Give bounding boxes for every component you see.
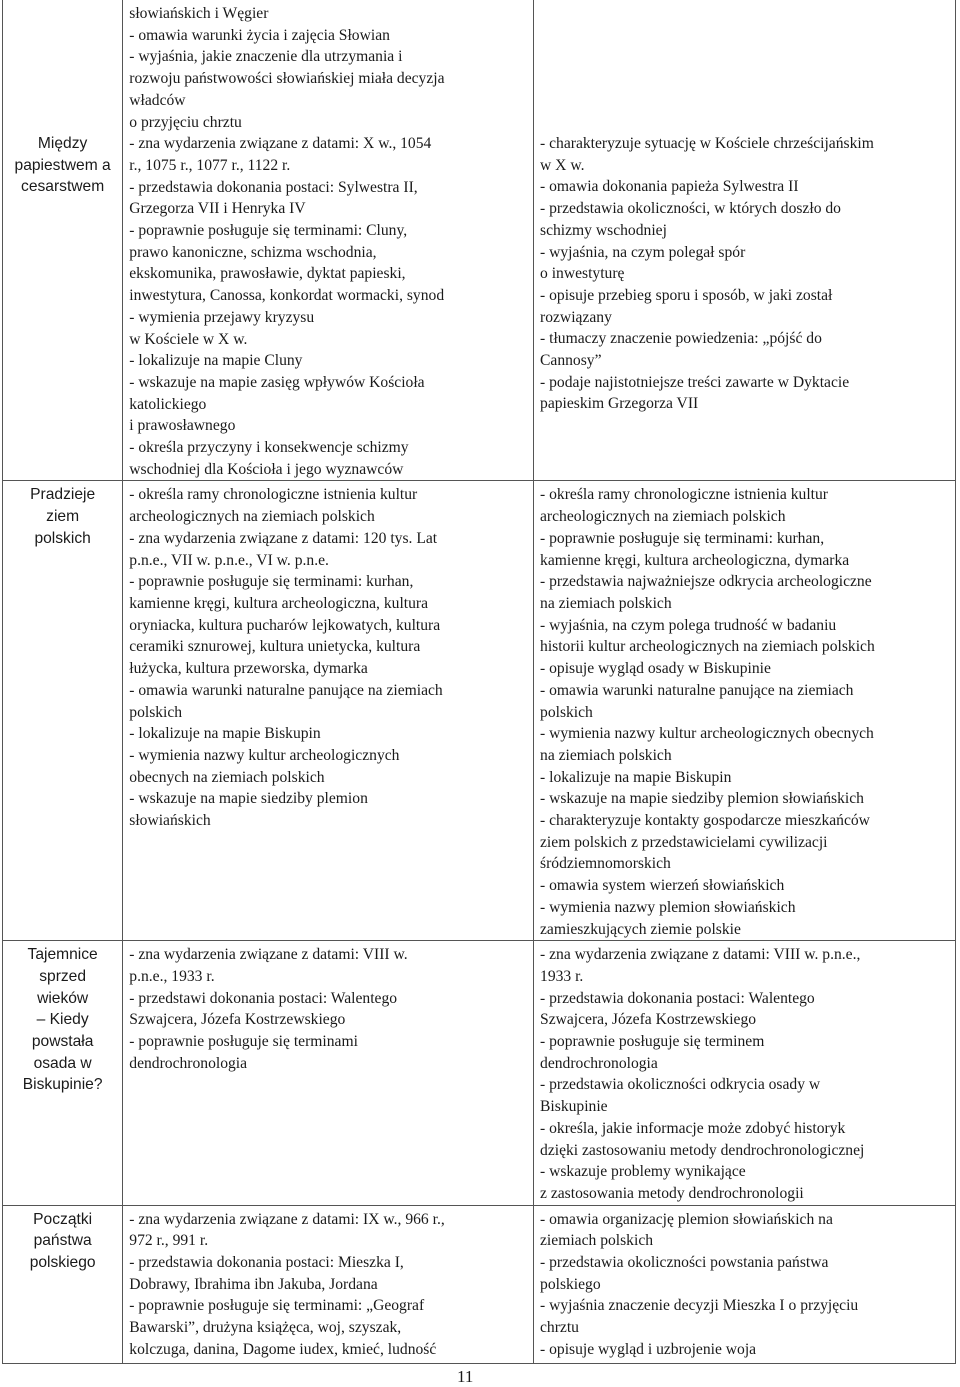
text-line: na ziemiach polskich <box>540 594 672 612</box>
requirements-basic-text <box>123 941 533 1074</box>
text-line: ziem <box>46 508 80 526</box>
requirements-extended-text <box>534 0 955 415</box>
text-line: Dobrawy, Ibrahima ibn Jakuba, Jordana <box>129 1275 378 1293</box>
text-line: cesarstwem <box>21 178 105 196</box>
text-line: ziem polskich z przedstawicielami cywilizacji <box>540 833 828 851</box>
topic-cell <box>3 1205 123 1363</box>
text-line: o inwestyturę <box>540 265 625 283</box>
text-line: słowiańskich i Węgier <box>129 5 269 22</box>
text-line: papiestwem a <box>14 156 111 174</box>
text-line: polskiego <box>29 1254 96 1272</box>
requirements-extended-cell <box>534 1205 956 1363</box>
text-line: Szwajcera, Józefa Kostrzewskiego <box>540 1011 757 1029</box>
text-line: - poprawnie posługuje się terminami: Cluny, <box>129 222 408 240</box>
text-line: - poprawnie posługuje się terminami: kurhan, <box>129 573 414 591</box>
text-line: Początki <box>33 1210 93 1228</box>
text-line: - zna wydarzenia związane z datami: VIII w. <box>129 946 408 964</box>
table-row <box>3 481 956 941</box>
text-line: Grzegorza VII i Henryka IV <box>129 200 306 218</box>
requirements-basic-text <box>123 481 533 831</box>
text-line: p.n.e., VII w. p.n.e., VI w. p.n.e. <box>129 551 329 569</box>
requirements-extended-cell <box>534 941 956 1205</box>
requirements-basic-cell <box>123 0 534 481</box>
text-line: - zna wydarzenia związane z datami: X w., 1054 <box>129 135 432 153</box>
requirements-extended-text <box>534 481 955 940</box>
text-line: o przyjęciu chrztu <box>129 113 242 131</box>
text-line: - omawia organizację plemion słowiańskich na <box>540 1210 833 1228</box>
requirements-basic-text <box>123 0 533 480</box>
text-line: prawo kanoniczne, schizma wschodnia, <box>129 243 377 261</box>
text-line: wieków <box>37 989 89 1007</box>
topic-text <box>3 1206 122 1274</box>
topic-text <box>3 481 122 549</box>
requirements-extended-cell <box>534 481 956 941</box>
text-line: dzięki zastosowaniu metody dendrochronologicznej <box>540 1141 865 1159</box>
text-line: - wymienia nazwy kultur archeologicznych <box>129 746 400 764</box>
text-line: papieskim Grzegorza VII <box>540 395 699 413</box>
text-line: - opisuje przebieg sporu i sposób, w jaki został <box>540 286 833 304</box>
text-line: - poprawnie posługuje się terminami: kurhan, <box>540 529 825 547</box>
text-line: - wymienia nazwy plemion słowiańskich <box>540 898 796 916</box>
text-line: - określa ramy chronologiczne istnienia kultur <box>129 486 418 504</box>
text-line: - zna wydarzenia związane z datami: VIII w. p.n.e., <box>540 946 861 964</box>
text-line: r., 1075 r., 1077 r., 1122 r. <box>129 156 291 174</box>
text-line: w Kościele w X w. <box>129 330 248 348</box>
text-line: - wyjaśnia, na czym polegał spór <box>540 243 746 261</box>
text-line: p.n.e., 1933 r. <box>129 967 215 985</box>
text-line: - określa, jakie informacje może zdobyć historyk <box>540 1119 846 1137</box>
text-line: - lokalizuje na mapie Biskupin <box>540 768 732 786</box>
text-line: - wymienia nazwy kultur archeologicznych obecnych <box>540 725 874 743</box>
text-line: sprzed <box>39 967 87 985</box>
text-line: - określa przyczyny i konsekwencje schizmy <box>129 439 409 457</box>
text-line: Biskupinie <box>540 1098 608 1116</box>
text-line: - omawia system wierzeń słowiańskich <box>540 877 785 895</box>
text-line: śródziemnomorskich <box>540 855 671 873</box>
text-line: - charakteryzuje kontakty gospodarcze mieszkańców <box>540 812 870 830</box>
text-line: z zastosowania metody dendrochronologii <box>540 1184 804 1202</box>
text-line: - wskazuje na mapie zasięg wpływów Kościoła <box>129 373 425 391</box>
text-line: łużycka, kultura przeworska, dymarka <box>129 660 368 678</box>
requirements-basic-cell <box>123 481 534 941</box>
text-line: ceramiki sznurowej, kultura unietycka, kultura <box>129 638 421 656</box>
requirements-extended-text <box>534 941 955 1204</box>
text-line: - lokalizuje na mapie Cluny <box>129 352 303 370</box>
text-line: - przedstawia dokonania postaci: Walentego <box>540 989 815 1007</box>
text-line: - przedstawia dokonania postaci: Mieszka I, <box>129 1254 404 1272</box>
requirements-basic-cell <box>123 941 534 1205</box>
text-line: kamienne kręgi, kultura archeologiczna, dymarka <box>540 551 850 569</box>
text-line: dendrochronologia <box>129 1054 248 1072</box>
requirements-basic-text <box>123 1206 533 1361</box>
text-line: państwa <box>33 1232 92 1250</box>
text-line: - opisuje wygląd i uzbrojenie woja <box>540 1340 757 1358</box>
text-line: Tajemnice <box>27 946 98 964</box>
text-line: - przedstawia okoliczności powstania państwa <box>540 1254 829 1272</box>
text-line: na ziemiach polskich <box>540 746 672 764</box>
text-line: schizmy wschodniej <box>540 221 667 239</box>
table-row <box>3 0 956 481</box>
requirements-extended-cell <box>534 0 956 481</box>
text-line: 1933 r. <box>540 967 584 985</box>
text-line: wschodniej dla Kościoła i jego wyznawców <box>129 460 404 478</box>
text-line: - poprawnie posługuje się terminami: „Geograf <box>129 1297 425 1315</box>
text-line: Pradzieje <box>30 486 96 504</box>
text-line: - lokalizuje na mapie Biskupin <box>129 725 321 743</box>
text-line: – Kiedy <box>36 1011 89 1029</box>
curriculum-table <box>2 0 956 1364</box>
page-number: 11 <box>457 1367 474 1386</box>
text-line: osada w <box>33 1054 92 1072</box>
text-line: ekskomunika, prawosławie, dyktat papieski, <box>129 265 406 283</box>
text-line: słowiańskich <box>129 812 211 830</box>
text-line: Cannosy” <box>540 352 602 370</box>
text-line: - zna wydarzenia związane z datami: IX w., 966 r., <box>129 1210 445 1228</box>
text-line: - wyjaśnia znaczenie decyzji Mieszka I o przyjęciu <box>540 1297 859 1315</box>
topic-cell <box>3 0 123 481</box>
table-row <box>3 941 956 1205</box>
text-line: - wskazuje problemy wynikające <box>540 1163 746 1181</box>
text-line: Między <box>37 135 88 152</box>
text-line: - przedstawia okoliczności, w których doszło do <box>540 200 841 218</box>
text-line: zamieszkujących ziemie polskie <box>540 920 741 938</box>
text-line: archeologicznych na ziemiach polskich <box>129 508 375 526</box>
text-line: - omawia warunki życia i zajęcia Słowian <box>129 26 390 44</box>
text-line: historii kultur archeologicznych na ziemiach polskich <box>540 638 875 656</box>
text-line: - przedstawi dokonania postaci: Walentego <box>129 989 398 1007</box>
topic-text <box>3 941 122 1096</box>
text-line: ziemiach polskich <box>540 1232 654 1250</box>
text-line: rozwoju państwowości słowiańskiej miała decyzja <box>129 70 445 88</box>
text-line: - poprawnie posługuje się terminami <box>129 1033 358 1051</box>
text-line: chrztu <box>540 1319 579 1337</box>
text-line: powstała <box>31 1033 94 1051</box>
text-line: - omawia warunki naturalne panujące na ziemiach <box>129 681 443 699</box>
text-line: obecnych na ziemiach polskich <box>129 768 325 786</box>
text-line: w X w. <box>540 156 585 174</box>
text-line: - wymienia przejawy kryzysu <box>129 308 315 326</box>
text-line: - wskazuje na mapie siedziby plemion słowiańskich <box>540 790 864 808</box>
requirements-basic-cell <box>123 1205 534 1363</box>
topic-cell <box>3 941 123 1205</box>
text-line: - wyjaśnia, na czym polega trudność w badaniu <box>540 616 837 634</box>
text-line: inwestytura, Canossa, konkordat wormacki, synod <box>129 287 445 305</box>
requirements-extended-text <box>534 1206 955 1361</box>
text-line: Biskupinie? <box>22 1076 103 1094</box>
text-line: - tłumaczy znaczenie powiedzenia: „pójść do <box>540 330 822 348</box>
text-line: - przedstawia najważniejsze odkrycia archeologiczne <box>540 573 872 591</box>
text-line: - omawia warunki naturalne panujące na ziemiach <box>540 681 854 699</box>
text-line: polskich <box>129 703 183 721</box>
text-line: katolickiego <box>129 395 207 413</box>
text-line: archeologicznych na ziemiach polskich <box>540 508 786 526</box>
text-line: - wskazuje na mapie siedziby plemion <box>129 790 368 808</box>
text-line: polskiego <box>540 1275 601 1293</box>
text-line: - opisuje wygląd osady w Biskupinie <box>540 660 771 678</box>
text-line: dendrochronologia <box>540 1054 658 1072</box>
text-line: polskich <box>540 703 593 721</box>
text-line: polskich <box>34 529 91 547</box>
text-line: - przedstawia okoliczności odkrycia osady w <box>540 1076 821 1094</box>
text-line: rozwiązany <box>540 308 612 326</box>
text-line: - wyjaśnia, jakie znaczenie dla utrzymania i <box>129 48 403 66</box>
text-line: kolczuga, danina, Dagome iudex, kmieć, ludność <box>129 1340 437 1358</box>
text-line: - określa ramy chronologiczne istnienia kultur <box>540 486 828 504</box>
topic-text <box>3 0 122 198</box>
text-line: - charakteryzuje sytuację w Kościele chrześcijańskim <box>540 135 874 152</box>
text-line: i prawosławnego <box>129 417 236 435</box>
text-line: - omawia dokonania papieża Sylwestra II <box>540 178 799 196</box>
text-line: - zna wydarzenia związane z datami: 120 tys. Lat <box>129 529 438 547</box>
topic-cell <box>3 481 123 941</box>
text-line: 972 r., 991 r. <box>129 1232 209 1250</box>
text-line: Bawarski”, drużyna książęca, woj, szyszak, <box>129 1319 402 1337</box>
text-line: - przedstawia dokonania postaci: Sylwestra II, <box>129 178 418 196</box>
text-line: - poprawnie posługuje się terminem <box>540 1033 765 1051</box>
text-line: władców <box>129 91 186 109</box>
table-row <box>3 1205 956 1363</box>
text-line: Szwajcera, Józefa Kostrzewskiego <box>129 1011 346 1029</box>
text-line: - podaje najistotniejsze treści zawarte w Dyktacie <box>540 373 850 391</box>
text-line: oryniacka, kultura pucharów lejkowatych, kultura <box>129 616 441 634</box>
text-line: kamienne kręgi, kultura archeologiczna, kultura <box>129 594 429 612</box>
